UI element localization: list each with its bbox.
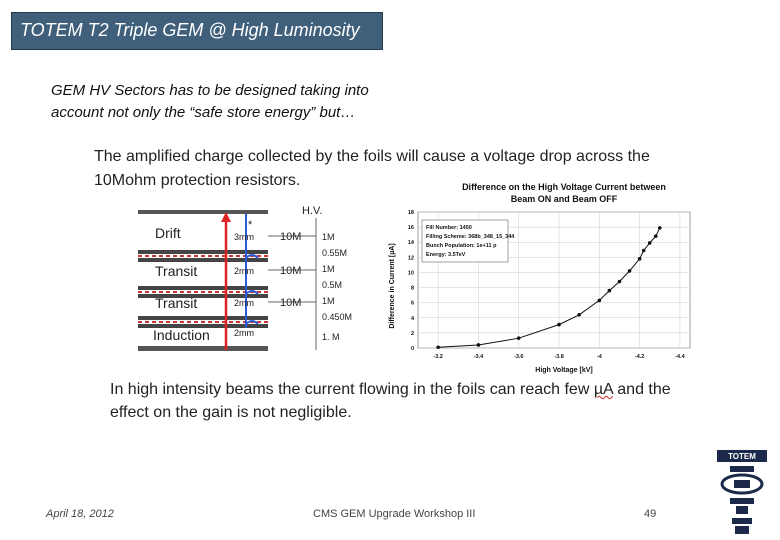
info-fill-number: Fill Number: 1450 <box>426 225 472 231</box>
divider-r7: 1. M <box>322 332 340 342</box>
logo-text: TOTEM <box>728 452 756 461</box>
y-tick-label: 14 <box>407 240 414 247</box>
y-axis-label: Difference in Current [µA] <box>389 243 396 329</box>
y-tick-label: 4 <box>410 315 414 322</box>
chart-title-line-1: Difference on the High Voltage Current between <box>462 182 666 192</box>
y-tick-label: 16 <box>407 225 414 232</box>
intro-line-2: account not only the “safe store energy” but… <box>51 104 356 121</box>
data-point <box>648 241 652 245</box>
region-transit-2: Transit <box>155 295 198 311</box>
logo-stem <box>736 506 748 514</box>
readout-plane <box>138 346 268 351</box>
data-point <box>557 323 561 327</box>
gap-transit-1: 2mm <box>234 266 254 276</box>
gem-foil-1 <box>138 250 268 254</box>
totem-logo <box>712 448 772 536</box>
hv-label: H.V. <box>302 205 323 217</box>
data-point <box>598 299 602 303</box>
x-tick-label: -3.2 <box>433 354 443 360</box>
gap-drift: 3mm <box>234 232 254 242</box>
region-drift: Drift <box>155 225 181 241</box>
region-induction: Induction <box>153 327 210 343</box>
gap-induction: 2mm <box>234 328 254 338</box>
y-tick-label: 2 <box>410 330 414 337</box>
info-bunch-population: Bunch Population: 1e+11 p <box>426 243 497 249</box>
divider-r1: 1M <box>322 232 335 242</box>
data-point <box>628 269 632 273</box>
data-point <box>638 257 642 261</box>
statement-line-1: The amplified charge collected by the foils will cause a voltage drop across the <box>94 148 650 165</box>
y-tick-label: 18 <box>407 210 414 216</box>
logo-bar-1 <box>730 466 754 472</box>
divider-r4: 0.5M <box>322 280 343 290</box>
divider-r5: 1M <box>322 296 335 306</box>
star-mark: * <box>248 219 253 231</box>
bottom-line-1 <box>110 381 671 399</box>
x-tick-label: -3.8 <box>554 354 564 360</box>
data-point <box>658 226 662 230</box>
x-tick-label: -3.4 <box>473 354 484 360</box>
logo-bar-3 <box>732 518 752 524</box>
info-box <box>422 220 515 262</box>
gem-hv-diagram <box>130 198 370 358</box>
y-tick-label: 10 <box>407 270 414 277</box>
current-difference-chart <box>378 176 700 376</box>
divider-r2: 0.55M <box>322 248 348 258</box>
x-tick-label: -3.6 <box>513 354 524 360</box>
bottom-line-1-text-a: In high intensity beams the current flowing in the foils can reach few <box>110 381 594 398</box>
page-number: 49 <box>644 508 657 520</box>
region-transit-1: Transit <box>155 263 198 279</box>
chart-title-line-2: Beam ON and Beam OFF <box>510 194 618 204</box>
info-filling-scheme: Filling Scheme: 368b_348_15_344 <box>426 234 515 240</box>
data-point <box>654 234 658 238</box>
gem-foil-3 <box>138 316 268 320</box>
logo-base <box>735 526 749 534</box>
y-tick-label: 12 <box>407 255 414 262</box>
divider-r3: 1M <box>322 264 335 274</box>
x-tick-label: -4 <box>596 354 602 360</box>
y-tick-label: 6 <box>410 300 414 307</box>
data-point <box>477 343 481 347</box>
data-point <box>436 345 440 349</box>
logo-center <box>734 480 750 488</box>
y-tick-label: 0 <box>410 346 414 352</box>
drift-electrode <box>138 210 268 214</box>
data-point <box>608 289 612 293</box>
data-point <box>618 280 622 284</box>
x-axis-label: High Voltage [kV] <box>535 367 593 374</box>
info-energy: Energy: 3.5TeV <box>426 252 466 258</box>
x-tick-label: -4.4 <box>675 354 685 360</box>
footer-date: April 18, 2012 <box>46 508 114 520</box>
statement-line-2: 10Mohm protection resistors. <box>94 172 301 189</box>
logo-bar-2 <box>730 498 754 504</box>
resistor-10m-3: 10M <box>280 297 302 309</box>
data-point <box>577 313 581 317</box>
x-tick-label: -4.2 <box>634 354 645 360</box>
y-tick-label: 8 <box>410 285 414 292</box>
resistor-10m-2: 10M <box>280 265 302 277</box>
footer-conference: CMS GEM Upgrade Workshop III <box>313 508 476 520</box>
bottom-line-1-text-b: and the <box>612 381 671 398</box>
data-point <box>517 336 521 340</box>
gem-foil-1b <box>138 258 268 262</box>
data-point <box>642 249 646 253</box>
bottom-line-1-unit: µA <box>593 381 613 398</box>
divider-r6: 0.450M <box>322 312 353 322</box>
resistor-10m-1: 10M <box>280 231 302 243</box>
slide-title: TOTEM T2 Triple GEM @ High Luminosity <box>20 20 360 40</box>
intro-line-1: GEM HV Sectors has to be designed taking into <box>51 82 369 99</box>
gem-foil-2 <box>138 286 268 290</box>
bottom-line-2: effect on the gain is not negligible. <box>110 404 352 421</box>
gap-transit-2: 2mm <box>234 298 254 308</box>
